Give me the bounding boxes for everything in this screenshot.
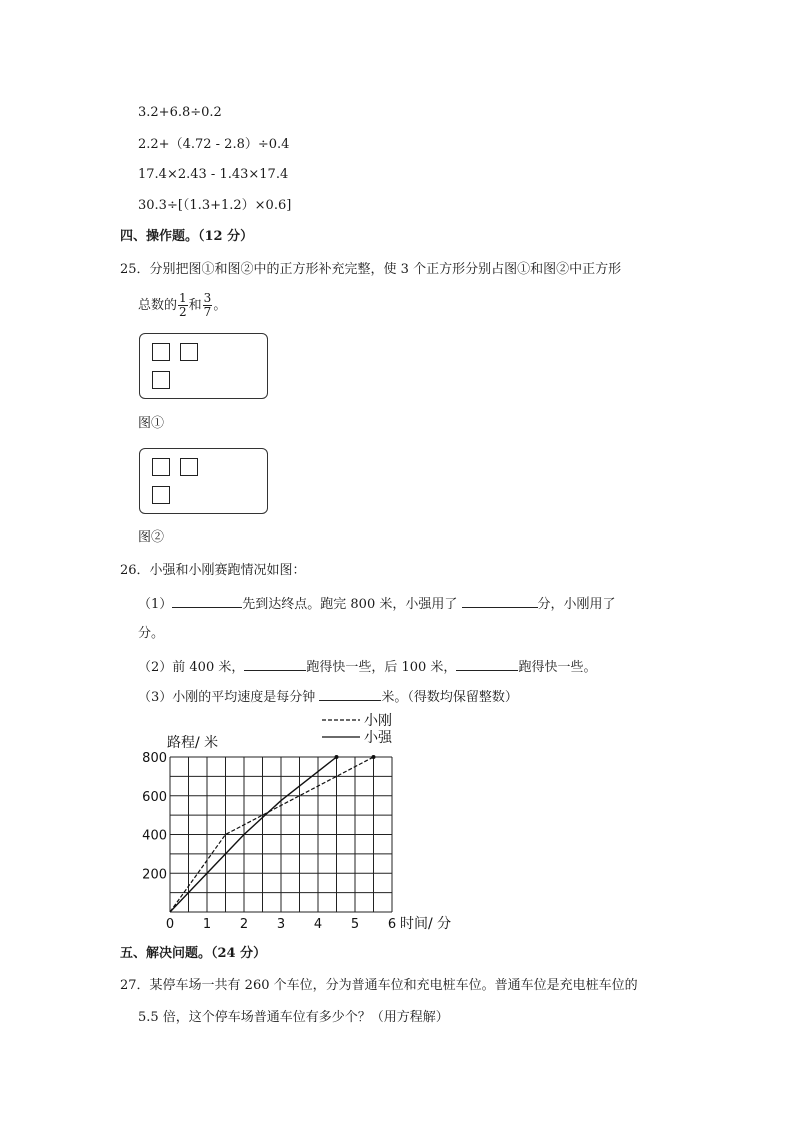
section-5-title: 五、解决问题。（24 分）: [120, 946, 267, 961]
q26-part-3: [138, 687, 518, 706]
x-tick-label: 1: [202, 917, 212, 932]
x-tick-label: 3: [276, 917, 286, 932]
q26-stem: 26．小强和小刚赛跑情况如图：: [120, 563, 306, 578]
q26-p2-text: 跑得快一些，后 100 米，: [306, 660, 457, 675]
q27-text-line-1: 27．某停车场一共有 260 个车位，分为普通车位和充电桩车位。普通车位是充电桩车位的: [120, 978, 638, 993]
square: [180, 343, 198, 361]
q25-prefix: 总数的: [138, 298, 178, 313]
section-4-title: 四、操作题。（12 分）: [120, 229, 254, 244]
answer-blank[interactable]: [319, 687, 381, 701]
y-tick-label: 600: [142, 789, 167, 805]
q25-end: 。: [213, 298, 227, 313]
x-tick-label: 4: [313, 917, 323, 932]
figure-1-label: 图①: [138, 416, 165, 431]
square: [180, 458, 198, 476]
figure-2-label: 图②: [138, 530, 165, 545]
frac1-denominator: 2: [179, 305, 187, 319]
series-end-point: [372, 755, 376, 759]
y-tick-label: 800: [142, 751, 167, 766]
square: [152, 458, 170, 476]
q25-text-line-1: 25．分别把图①和图②中的正方形补充完整，使 3 个正方形分别占图①和图②中正方形: [120, 262, 622, 277]
calc-line-4: 30.3÷[（1.3+1.2）×0.6]: [138, 198, 292, 213]
q26-p1-label: （1）: [138, 597, 173, 612]
series-end-point: [335, 755, 339, 759]
q25-and: 和: [188, 298, 202, 313]
calc-line-2: 2.2+（4.72 - 2.8）÷0.4: [138, 137, 290, 152]
q25-text-line-2: [138, 292, 226, 319]
frac2-numerator: 3: [203, 291, 212, 305]
y-tick-label: 400: [142, 828, 167, 844]
q26-p3-text: 米。（得数均保留整数）: [381, 690, 518, 705]
legend-label: 小刚: [364, 713, 392, 729]
x-tick-label: 0: [165, 917, 175, 932]
q26-p2-text-2: 跑得快一些。: [518, 660, 597, 675]
q26-p3-label: （3）小刚的平均速度是每分钟: [138, 690, 316, 705]
q26-part-1-end: 分。: [138, 626, 165, 641]
x-tick-label: 6: [387, 917, 397, 932]
q26-p1-text: 先到达终点。跑完 800 米，小强用了: [242, 597, 458, 612]
frac1-numerator: 1: [179, 291, 187, 305]
q26-part-2: [138, 657, 596, 676]
answer-blank[interactable]: [462, 594, 538, 608]
figure-2-box: [139, 448, 268, 514]
calc-line-1: 3.2+6.8÷0.2: [138, 105, 222, 120]
fraction-one-half: [178, 292, 188, 319]
legend-label: 小强: [364, 730, 392, 746]
answer-blank[interactable]: [456, 657, 518, 671]
answer-blank[interactable]: [172, 594, 242, 608]
square: [152, 343, 170, 361]
race-line-chart: [142, 712, 470, 934]
x-axis-label: 时间/ 分: [400, 916, 452, 932]
q26-p2-label: （2）前 400 米，: [138, 660, 245, 675]
q27-text-line-2: 5.5 倍，这个停车场普通车位有多少个？（用方程解）: [138, 1010, 449, 1025]
frac2-denominator: 7: [203, 305, 212, 319]
answer-blank[interactable]: [244, 657, 306, 671]
square: [152, 486, 170, 504]
y-axis-label: 路程/ 米: [167, 735, 219, 751]
q26-part-1: [138, 594, 616, 613]
calc-line-3: 17.4×2.43 - 1.43×17.4: [138, 167, 289, 182]
x-tick-label: 5: [350, 917, 360, 932]
square: [152, 371, 170, 389]
y-tick-label: 200: [142, 867, 167, 883]
q26-p1-text-2: 分，小刚用了: [537, 597, 616, 612]
x-tick-label: 2: [239, 917, 249, 932]
figure-1-box: [139, 333, 268, 399]
fraction-three-sevenths: [203, 292, 213, 319]
